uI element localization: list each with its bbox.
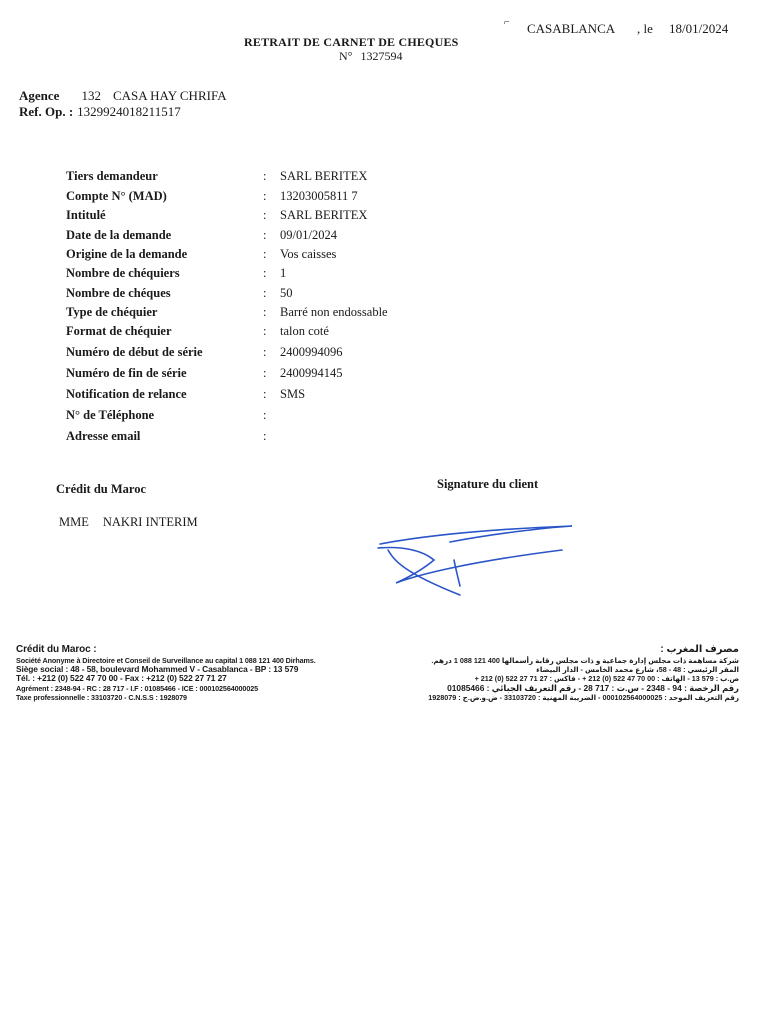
field-value: 50	[280, 286, 293, 300]
ref-op-line	[19, 104, 181, 120]
footer-line: شركة مساهمة ذات مجلس إدارة جماعية و ذات مجلس رقابة رأسمالها 400 121 088 1 درهم.	[431, 656, 739, 665]
client-signature	[372, 520, 582, 605]
field-label: Nombre de chéques	[66, 286, 171, 300]
bank-signature-label: Crédit du Maroc	[56, 482, 147, 496]
field-colon: :	[263, 228, 267, 242]
field-colon: :	[263, 247, 267, 261]
agency-code: 132	[81, 88, 101, 103]
field-label: Adresse email	[66, 429, 141, 443]
footer-line: Société Anonyme à Directoire et Conseil de Surveillance au capital 1 088 121 400 Dirhams.	[16, 656, 316, 665]
field-colon: :	[263, 408, 267, 422]
field-value: 1	[280, 266, 287, 280]
tick-mark: ⌐	[504, 17, 510, 28]
footer-line: رقم الرخصة : 94 - 2348 - س.ت : 717 28 - رقم التعريف الجبائي : 01085466	[447, 682, 739, 693]
field-value: talon coté	[280, 324, 329, 338]
signature-stroke	[378, 548, 562, 584]
footer-french	[16, 643, 316, 702]
footer-line: Siège social : 48 - 58, boulevard Mohammed V - Casablanca - BP : 13 579	[16, 664, 299, 675]
document-date: 18/01/2024	[669, 21, 729, 36]
ref-op-label: Ref. Op. :	[19, 104, 74, 119]
footer-arabic	[383, 643, 739, 702]
field-value: 09/01/2024	[280, 228, 337, 242]
client-signature-label: Signature du client	[437, 477, 539, 491]
field-colon: :	[263, 189, 267, 203]
agency-line	[19, 88, 227, 104]
field-value: 13203005811 7	[280, 189, 358, 203]
field-colon: :	[263, 169, 267, 183]
agent-name: NAKRI INTERIM	[102, 515, 198, 529]
field-value: Vos caisses	[280, 247, 337, 261]
document-number-value: 1327594	[360, 49, 403, 63]
field-value: SARL BERITEX	[280, 169, 368, 183]
document-number-label: N°	[339, 49, 353, 63]
footer-bank-name: Crédit du Maroc :	[16, 644, 97, 655]
field-label: Intitulé	[66, 208, 106, 222]
field-label: Numéro de fin de série	[66, 366, 187, 380]
footer-line: ص.ب : 579 13 - الهاتف : 00 70 47 522 (0) 212 + - فاكس : 27 71 27 522 (0) 212 +	[474, 674, 739, 684]
field-label: Origine de la demande	[66, 247, 188, 261]
signature-stroke	[454, 560, 460, 586]
field-label: Notification de relance	[66, 387, 187, 401]
field-colon: :	[263, 266, 267, 280]
field-colon: :	[263, 305, 267, 319]
footer-line: رقم التعريف الموحد : 000102564000025 - الضريبة المهنية : 33103720 - ض.و.ض.ج : 1928079	[428, 692, 739, 702]
document-title: RETRAIT DE CARNET DE CHEQUES	[244, 35, 459, 49]
signature-stroke	[388, 550, 460, 595]
date-prefix: , le	[637, 21, 653, 36]
agency-label: Agence	[19, 88, 60, 103]
field-colon: :	[263, 208, 267, 222]
footer-line: المقر الرئيسي : 48 - 58، شارع محمد الخامس - الدار البيضاء	[536, 665, 739, 675]
agent-title: MME	[59, 515, 89, 529]
document-number	[339, 49, 402, 64]
field-colon: :	[263, 429, 267, 443]
field-value: Barré non endossable	[280, 305, 388, 319]
field-label: Numéro de début de série	[66, 345, 203, 359]
field-colon: :	[263, 345, 267, 359]
field-label: Nombre de chéquiers	[66, 266, 180, 280]
field-colon: :	[263, 387, 267, 401]
field-label: Type de chéquier	[66, 305, 158, 319]
field-label: Tiers demandeur	[66, 169, 158, 183]
footer-line: Agrément : 2348-94 - RC : 28 717 - I.F : 01085466 - ICE : 000102564000025	[16, 683, 259, 693]
field-value: SARL BERITEX	[280, 208, 368, 222]
field-label: Compte N° (MAD)	[66, 189, 167, 203]
city: CASABLANCA	[527, 21, 616, 36]
field-colon: :	[263, 366, 267, 380]
field-value: 2400994096	[280, 345, 343, 359]
field-value: 2400994145	[280, 366, 343, 380]
agent-line	[59, 515, 198, 530]
field-label: Format de chéquier	[66, 324, 172, 338]
footer-bank-name-ar: مصرف المغرب :	[660, 644, 739, 655]
footer-line: Tél. : +212 (0) 522 47 70 00 - Fax : +212 (0) 522 27 71 27	[16, 673, 227, 684]
signature-stroke	[380, 526, 572, 544]
agency-name: CASA HAY CHRIFA	[112, 88, 227, 103]
field-label: Date de la demande	[66, 228, 172, 242]
footer-line: Taxe professionnelle : 33103720 - C.N.S.S : 1928079	[16, 692, 187, 702]
field-label: N° de Téléphone	[66, 408, 155, 422]
field-value: SMS	[280, 387, 306, 401]
field-colon: :	[263, 324, 267, 338]
field-colon: :	[263, 286, 267, 300]
ref-op-value: 1329924018211517	[77, 104, 181, 119]
